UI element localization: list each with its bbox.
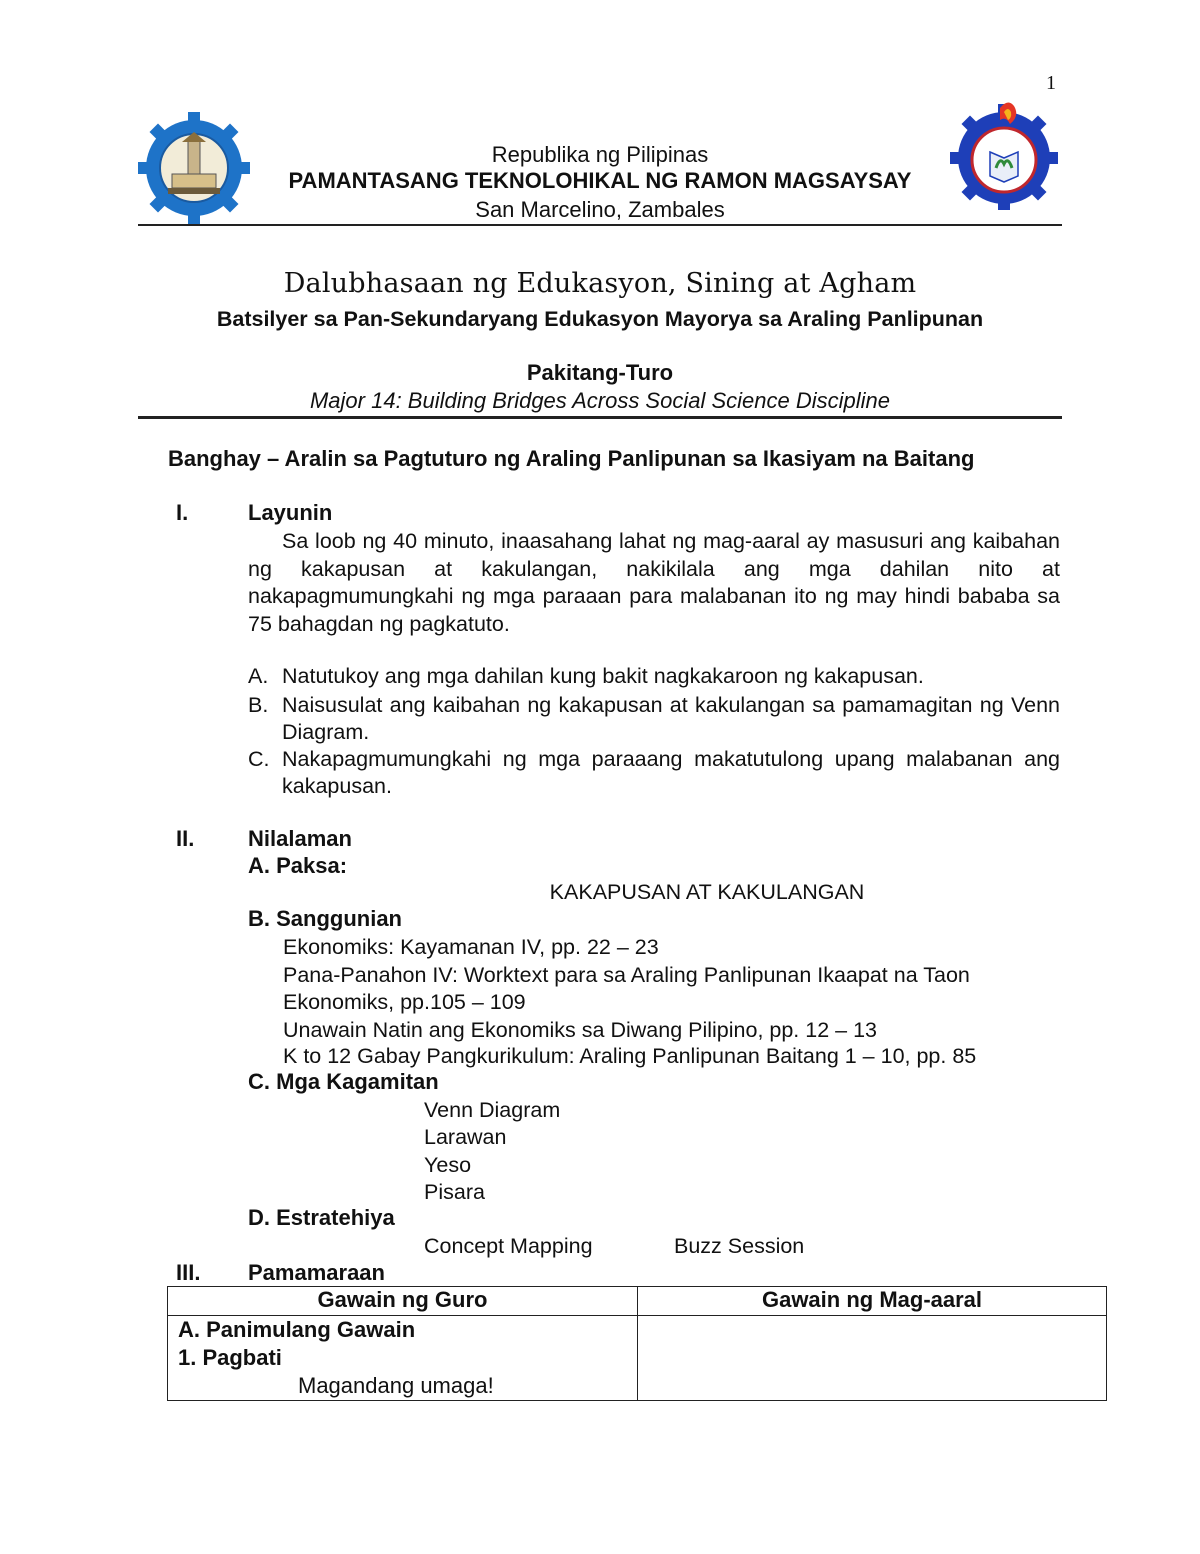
section-numeral-i: I.	[176, 500, 189, 525]
page-number: 1	[1046, 72, 1056, 94]
title-divider	[138, 416, 1062, 419]
procedure-stage: A. Panimulang Gawain	[178, 1317, 416, 1342]
section-title-layunin: Layunin	[248, 500, 333, 525]
strategy-item: Concept Mapping	[424, 1234, 593, 1258]
material-item: Pisara	[424, 1180, 485, 1204]
estratehiya-label: D. Estratehiya	[248, 1205, 395, 1230]
reference-item: Ekonomiks, pp.105 – 109	[283, 990, 526, 1014]
column-header-mag-aaral: Gawain ng Mag-aaral	[638, 1287, 1107, 1316]
procedure-table	[167, 1286, 1107, 1401]
lesson-topic: KAKAPUSAN AT KAKULANGAN	[549, 880, 865, 904]
college-name: Dalubhasaan ng Edukasyon, Sining at Agham	[283, 268, 917, 299]
material-item: Venn Diagram	[424, 1098, 561, 1122]
objective-text: Natutukoy ang mga dahilan kung bakit nagkakaroon ng kakapusan.	[282, 664, 924, 688]
objective-letter: A.	[248, 664, 269, 688]
university-name: PAMANTASANG TEKNOLOHIKAL NG RAMON MAGSAYSAY	[288, 168, 912, 193]
table-header-row	[168, 1287, 1107, 1316]
kagamitan-label: C. Mga Kagamitan	[248, 1069, 439, 1094]
objective-text: Nakapagmumungkahi ng mga paraaang makatutulong upang malabanan ang kakapusan.	[282, 747, 1060, 798]
objective-item	[248, 746, 1060, 800]
objective-item	[248, 692, 1060, 746]
university-location: San Marcelino, Zambales	[475, 197, 725, 222]
objective-text: Naisusulat ang kaibahan ng kakapusan at kakulangan sa pamamagitan ng Venn Diagram.	[282, 693, 1060, 744]
pakitang-turo-title: Pakitang-Turo	[526, 360, 674, 385]
objective-item	[248, 663, 1060, 690]
reference-item: Unawain Natin ang Ekonomiks sa Diwang Pilipino, pp. 12 – 13	[283, 1018, 877, 1042]
reference-item: Ekonomiks: Kayamanan IV, pp. 22 – 23	[283, 935, 659, 959]
procedure-step: 1. Pagbati	[178, 1345, 282, 1370]
reference-item: K to 12 Gabay Pangkurikulum: Araling Panlipunan Baitang 1 – 10, pp. 85	[283, 1044, 977, 1068]
paksa-label: A. Paksa:	[248, 853, 348, 878]
section-title-nilalaman: Nilalaman	[248, 826, 352, 851]
material-item: Larawan	[424, 1125, 507, 1149]
guro-cell	[168, 1316, 638, 1401]
layunin-paragraph: Sa loob ng 40 minuto, inaasahang lahat ng mag-aaral ay masusuri ang kaibahan ng kakapusan at kakulangan, nakikilala ang mga dahilan nito at nakapagmumungkahi ng mga paraaan para malabanan ito ng may hindi bababa sa 75 bahagdan ng pagkatuto.	[248, 529, 1060, 636]
section-numeral-ii: II.	[176, 826, 195, 851]
objective-letter: C.	[248, 747, 270, 771]
program-name: Batsilyer sa Pan-Sekundaryang Edukasyon Mayorya sa Araling Panlipunan	[216, 307, 984, 331]
header-divider	[138, 224, 1062, 226]
lesson-plan-title: Banghay – Aralin sa Pagtuturo ng Araling Panlipunan sa Ikasiyam na Baitang	[168, 446, 975, 471]
major-subject: Major 14: Building Bridges Across Social Science Discipline	[309, 388, 890, 413]
table-row	[168, 1316, 1107, 1401]
reference-item: Pana-Panahon IV: Worktext para sa Araling Panlipunan Ikaapat na Taon	[283, 963, 970, 987]
section-title-pamamaraan: Pamamaraan	[248, 1260, 385, 1285]
objective-letter: B.	[248, 693, 269, 717]
republic-heading: Republika ng Pilipinas	[491, 142, 709, 167]
material-item: Yeso	[424, 1153, 472, 1177]
mag-aaral-cell	[638, 1316, 1107, 1401]
column-header-guro: Gawain ng Guro	[168, 1287, 638, 1316]
teacher-greeting: Magandang umaga!	[298, 1373, 494, 1398]
sanggunian-label: B. Sanggunian	[248, 906, 402, 931]
strategy-item: Buzz Session	[674, 1234, 805, 1258]
section-numeral-iii: III.	[176, 1260, 201, 1285]
